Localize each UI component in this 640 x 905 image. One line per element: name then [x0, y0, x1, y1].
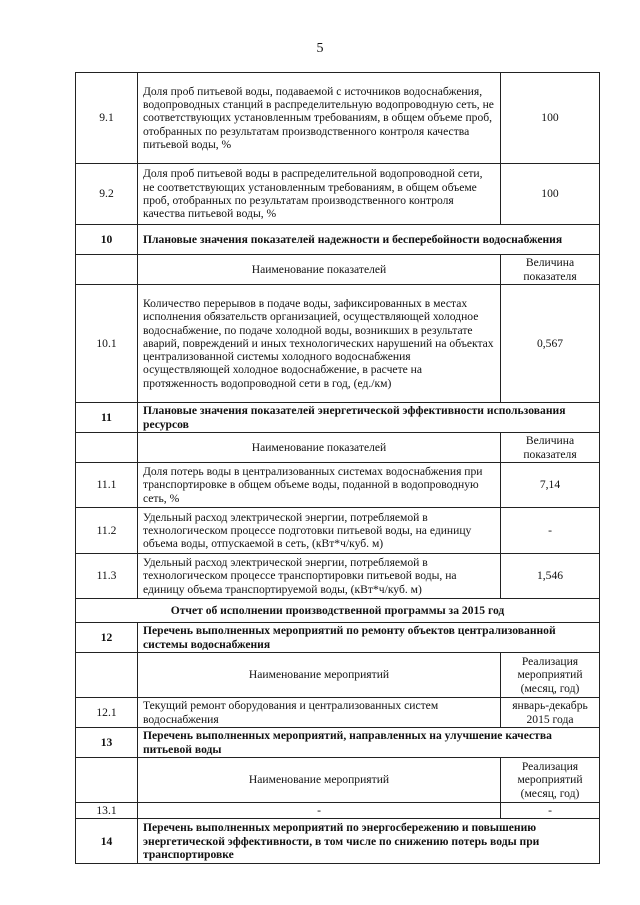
empty-cell — [76, 653, 138, 698]
column-header-value: Реализация мероприятий (месяц, год) — [501, 653, 600, 698]
indicator-value: 100 — [501, 164, 600, 225]
row-number: 11.2 — [76, 508, 138, 554]
column-header-name: Наименование мероприятий — [138, 653, 501, 698]
indicator-value: 1,546 — [501, 554, 600, 599]
row-number: 11.1 — [76, 463, 138, 508]
section-title: Плановые значения показателей энергетической эффективности использования ресурсов — [138, 403, 600, 433]
empty-cell — [76, 433, 138, 463]
column-header-value: Величина показателя — [501, 255, 600, 285]
column-header-value: Реализация мероприятий (месяц, год) — [501, 758, 600, 803]
column-header-value: Величина показателя — [501, 433, 600, 463]
section-number: 13 — [76, 728, 138, 758]
column-header-row — [76, 758, 600, 803]
section-title: Перечень выполненных мероприятий по ремонту объектов централизованной системы водоснабжения — [138, 623, 600, 653]
column-header-row — [76, 653, 600, 698]
column-header-name: Наименование показателей — [138, 255, 501, 285]
section-number: 14 — [76, 819, 138, 864]
section-number: 11 — [76, 403, 138, 433]
table-row — [76, 164, 600, 225]
table-row — [76, 285, 600, 403]
column-header-name: Наименование показателей — [138, 433, 501, 463]
table-row — [76, 73, 600, 164]
table-row — [76, 463, 600, 508]
row-number: 12.1 — [76, 698, 138, 728]
indicator-name: Доля потерь воды в централизованных системах водоснабжения при транспортировке в общем объеме воды, поданной в водопроводную сеть, % — [138, 463, 501, 508]
row-number: 9.1 — [76, 73, 138, 164]
section-title: Перечень выполненных мероприятий, направленных на улучшение качества питьевой воды — [138, 728, 600, 758]
indicator-name: Доля проб питьевой воды в распределительной водопроводной сети, не соответствующих установленным требованиям, в общем объеме проб, отобранных по результатам производственного контроля качества питьевой воды, % — [138, 164, 501, 225]
activity-period: - — [501, 803, 600, 819]
section-number: 10 — [76, 225, 138, 255]
section-title: Перечень выполненных мероприятий по энергосбережению и повышению энергетической эффективности, в том числе по снижению потерь воды при транспортировке — [138, 819, 600, 864]
report-title: Отчет об исполнении производственной программы за 2015 год — [76, 599, 600, 623]
row-number: 11.3 — [76, 554, 138, 599]
production-program-table — [75, 72, 600, 864]
indicator-value: 0,567 — [501, 285, 600, 403]
page-number: 5 — [316, 41, 324, 56]
empty-cell — [76, 758, 138, 803]
indicator-value: 7,14 — [501, 463, 600, 508]
section-number: 12 — [76, 623, 138, 653]
column-header-name: Наименование мероприятий — [138, 758, 501, 803]
empty-cell — [76, 255, 138, 285]
activity-period: январь-декабрь 2015 года — [501, 698, 600, 728]
section-row — [76, 819, 600, 864]
table-row — [76, 554, 600, 599]
report-title-row — [76, 599, 600, 623]
section-row — [76, 623, 600, 653]
row-number: 9.2 — [76, 164, 138, 225]
indicator-name: Удельный расход электрической энергии, потребляемой в технологическом процессе подготовки питьевой воды, на единицу объема воды, отпускаемой в сеть, (кВт*ч/куб. м) — [138, 508, 501, 554]
indicator-value: - — [501, 508, 600, 554]
activity-name: Текущий ремонт оборудования и централизованных систем водоснабжения — [138, 698, 501, 728]
row-number: 10.1 — [76, 285, 138, 403]
indicator-name: Доля проб питьевой воды, подаваемой с источников водоснабжения, водопроводных станций в распределительную водопроводную сеть, не соответствующих установленным требованиям, в общем объеме проб, отобранных по результатам производственного контроля качества питьевой воды, % — [138, 73, 501, 164]
section-row — [76, 403, 600, 433]
section-row — [76, 728, 600, 758]
indicator-name: Количество перерывов в подаче воды, зафиксированных в местах исполнения обязательств организацией, осуществляющей холодное водоснабжение, по подаче холодной воды, возникших в результате аварий, повреждений и иных технологических нарушений на объектах централизованной системы холодного водоснабжения осуществляющей холодное водоснабжение, в расчете на протяженность водопроводной сети в год, (ед./км) — [138, 285, 501, 403]
section-title: Плановые значения показателей надежности и бесперебойности водоснабжения — [138, 225, 600, 255]
table-row — [76, 803, 600, 819]
section-row — [76, 225, 600, 255]
indicator-value: 100 — [501, 73, 600, 164]
table-row — [76, 508, 600, 554]
indicator-name: Удельный расход электрической энергии, потребляемой в технологическом процессе транспортировки питьевой воды, на единицу объема транспортируемой воды, (кВт*ч/куб. м) — [138, 554, 501, 599]
row-number: 13.1 — [76, 803, 138, 819]
column-header-row — [76, 255, 600, 285]
table-row — [76, 698, 600, 728]
column-header-row — [76, 433, 600, 463]
activity-name: - — [138, 803, 501, 819]
